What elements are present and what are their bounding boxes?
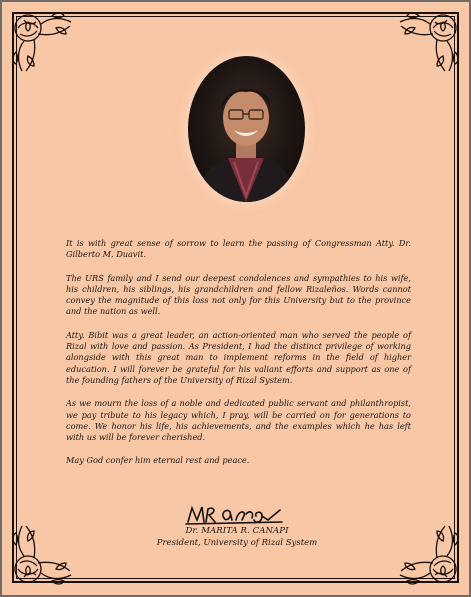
letter-body	[66, 238, 411, 479]
rose-corner-ornament-icon	[395, 521, 467, 593]
portrait-photo	[188, 56, 305, 202]
paragraph: May God confer him eternal rest and peace.	[66, 455, 250, 466]
paragraph: It is with great sense of sorrow to learn the passing of Congressman Atty. Dr. Gilberto M. Duavit.	[66, 238, 411, 260]
portrait-photo-icon	[188, 56, 305, 202]
signatory-title: President, University of Rizal System	[156, 538, 318, 548]
signatory-name: Dr. MARITA R. CANAPI	[185, 526, 289, 536]
condolence-letter-page	[2, 2, 469, 595]
paragraph: As we mourn the loss of a noble and dedicated public servant and philanthropist, we pay tribute to his legacy which, I pray, will be carried on for generations to come. We honor his life, his achievements, and the examples which he has left with us will be forever cherished.	[66, 398, 411, 443]
rose-corner-ornament-icon	[4, 4, 76, 76]
rose-corner-ornament-icon	[4, 521, 76, 593]
rose-corner-ornament-icon	[395, 4, 467, 76]
handwritten-signature-icon	[184, 502, 284, 526]
paragraph: The URS family and I send our deepest condolences and sympathies to his wife, his children, his siblings, his grandchildren and fellow Rizaleños. Words cannot convey the magnitude of this loss not only for this University but to the province and the nation as well.	[66, 272, 411, 317]
paragraph: Atty. Bibit was a great leader, an action-oriented man who served the people of Rizal with love and passion. As President, I had the distinct privilege of working alongside with this great man to implement reforms in the field of higher education. I will forever be grateful for his valiant efforts and support as one of the founding fathers of the University of Rizal System.	[66, 329, 411, 385]
